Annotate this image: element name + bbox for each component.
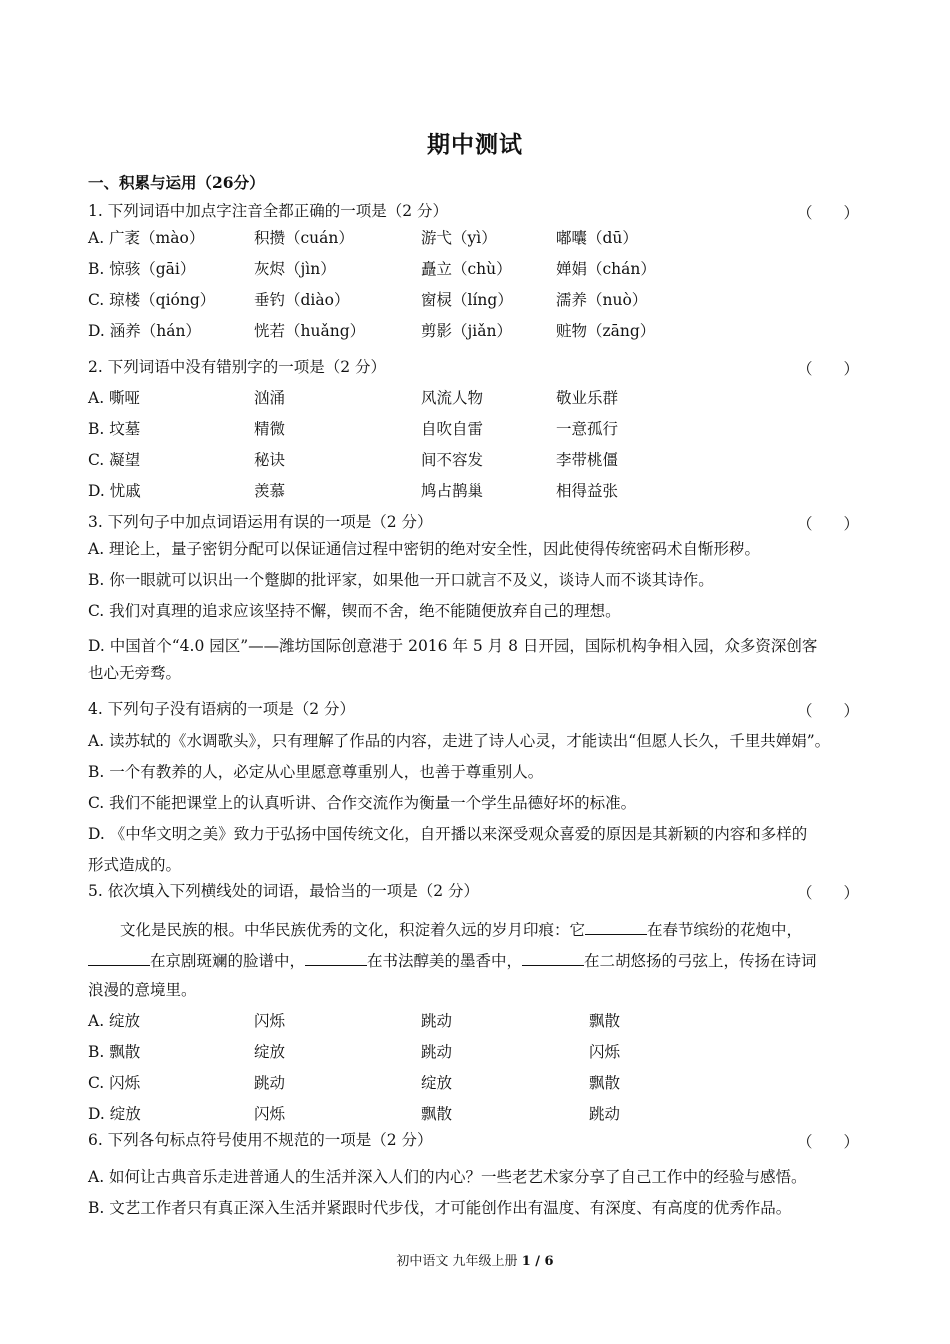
q3-option-b: B. 你一眼就可以识出一个蹩脚的批评家，如果他一开口就言不及义，谈诗人而不谈其诗作。 [88, 571, 714, 589]
q4-option-a: A. 读苏轼的《水调歌头》，只有理解了作品的内容，走进了诗人心灵，才能读出“但愿人长久，千里共婵娟”。 [88, 732, 831, 750]
answer-bracket-5: （ ） [797, 884, 860, 902]
q5-option-b: B. 飘散 绽放 跳动 闪烁 [88, 1043, 621, 1061]
fill-blank-4 [522, 949, 584, 966]
q3-option-d-line1: D. 中国首个“4.0 园区”——潍坊国际创意港于 2016 年 5 月 8 日开园，国际机构争相入园，众多资深创客 [88, 637, 818, 655]
q4-option-b: B. 一个有教养的人，必定从心里愿意尊重别人，也善于尊重别人。 [88, 763, 544, 781]
question-4-stem: 4. 下列句子没有语病的一项是（2 分） [88, 700, 356, 718]
q5-option-a: A. 绽放 闪烁 跳动 飘散 [88, 1012, 621, 1030]
q1-option-b: B. 惊骇（gāi） 灰烬（jìn） 矗立（chù） 婵娟（chán） [88, 260, 656, 278]
page-title: 期中测试 [427, 131, 523, 158]
q5-option-d: D. 绽放 闪烁 飘散 跳动 [88, 1105, 621, 1123]
fill-blank-3 [305, 949, 367, 966]
q1-option-d: D. 涵养（hán） 恍若（huǎng） 剪影（jiǎn） 赃物（zāng） [88, 322, 656, 340]
fill-blank-1 [585, 918, 647, 935]
q6-option-b: B. 文艺工作者只有真正深入生活并紧跟时代步伐，才可能创作出有温度、有深度、有高度的优秀作品。 [88, 1199, 792, 1217]
q2-option-a: A. 嘶哑 汹涌 风流人物 敬业乐群 [88, 389, 619, 407]
answer-bracket-1: （ ） [797, 204, 860, 222]
question-1-stem: 1. 下列词语中加点字注音全都正确的一项是（2 分） [88, 202, 449, 220]
q1-option-c: C. 琼楼（qióng） 垂钓（diào） 窗棂（líng） 濡养（nuò） [88, 291, 648, 309]
q1-option-a: A. 广袤（mào） 积攒（cuán） 游弋（yì） 嘟囔（dū） [88, 229, 638, 247]
fill-blank-2 [88, 949, 150, 966]
question-6-stem: 6. 下列各句标点符号使用不规范的一项是（2 分） [88, 1131, 433, 1149]
answer-bracket-3: （ ） [797, 515, 860, 533]
answer-bracket-4: （ ） [797, 702, 860, 720]
section-heading: 一、积累与运用（26分） [88, 173, 265, 192]
q4-option-d-line2: 形式造成的。 [88, 856, 182, 874]
question-3-stem: 3. 下列句子中加点词语运用有误的一项是（2 分） [88, 513, 433, 531]
q4-option-c: C. 我们不能把课堂上的认真听讲、合作交流作为衡量一个学生品德好坏的标准。 [88, 794, 637, 812]
q3-option-c: C. 我们对真理的追求应该坚持不懈，锲而不舍，绝不能随便放弃自己的理想。 [88, 602, 621, 620]
q3-option-d-line2: 也心无旁骛。 [88, 664, 182, 682]
q5-passage-line2: 在京剧斑斓的脸谱中， 在书法醇美的墨香中， 在二胡悠扬的弓弦上，传扬在诗词 [88, 949, 817, 971]
question-2-stem: 2. 下列词语中没有错别字的一项是（2 分） [88, 358, 387, 376]
q4-option-d-line1: D. 《中华文明之美》致力于弘扬中国传统文化，自开播以来深受观众喜爱的原因是其新颖的内容和多样的 [88, 825, 808, 843]
q2-option-d: D. 忧戚 羡慕 鸠占鹊巢 相得益张 [88, 482, 619, 500]
q5-passage-line1: 文化是民族的根。中华民族优秀的文化，积淀着久远的岁月印痕：它 在春节缤纷的花炮中， [120, 918, 802, 940]
q6-option-a: A. 如何让古典音乐走进普通人的生活并深入人们的内心？一些老艺术家分享了自己工作中的经验与感悟。 [88, 1168, 807, 1186]
answer-bracket-2: （ ） [797, 360, 860, 378]
q2-option-c: C. 凝望 秘诀 间不容发 李带桃僵 [88, 451, 619, 469]
q5-passage-line3: 浪漫的意境里。 [88, 981, 197, 999]
q3-option-a: A. 理论上，量子密钥分配可以保证通信过程中密钥的绝对安全性，因此使得传统密码术自惭形秽。 [88, 540, 761, 558]
q5-option-c: C. 闪烁 跳动 绽放 飘散 [88, 1074, 621, 1092]
question-5-stem: 5. 依次填入下列横线处的词语，最恰当的一项是（2 分） [88, 882, 480, 900]
page-footer: 初中语文 九年级上册 1 / 6 [396, 1254, 554, 1269]
q2-option-b: B. 坟墓 精微 自吹自雷 一意孤行 [88, 420, 619, 438]
answer-bracket-6: （ ） [797, 1133, 860, 1151]
page-number: 1 / 6 [521, 1254, 554, 1269]
